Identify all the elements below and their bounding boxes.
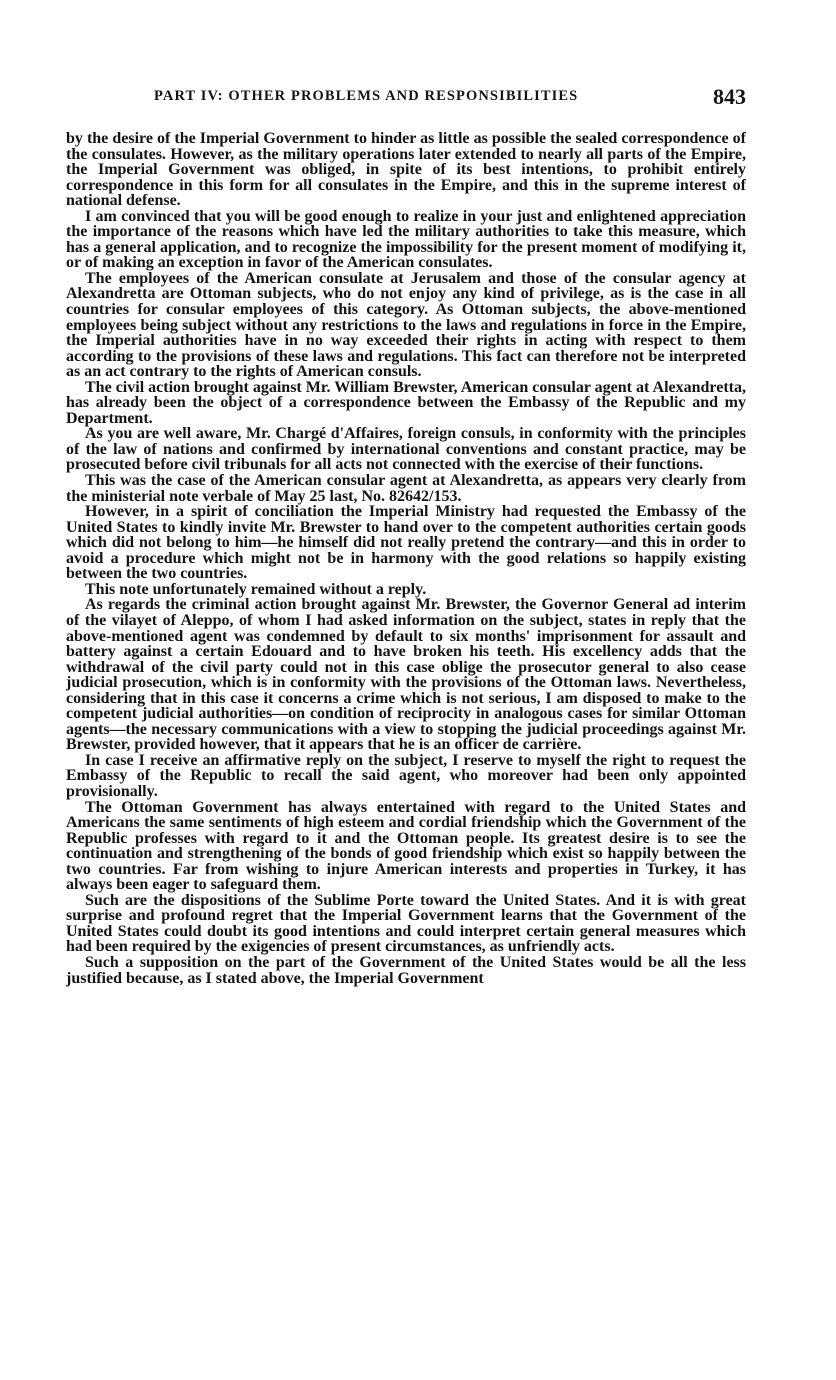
paragraph: This note unfortunately remained without a reply. bbox=[85, 580, 427, 598]
paragraph: The civil action brought against Mr. William Brewster, American consular agent at Alexandretta, has already been the object of a correspondence between the Embassy of the Republic and my Department. bbox=[66, 378, 746, 427]
paragraph: Such a supposition on the part of the Government of the United States would be all the less justified because, as I stated above, the Imperial Government bbox=[66, 953, 746, 987]
paragraph: This was the case of the American consular agent at Alexandretta, as appears very clearly from the ministerial note verbale of May 25 last, No. 82642/153. bbox=[66, 472, 746, 505]
page-number: 843 bbox=[713, 84, 746, 109]
page-header bbox=[66, 84, 746, 120]
paragraph: by the desire of the Imperial Government to hinder as little as possible the sealed correspondence of the consulates. However, as the military operations later extended to nearly all parts of the Empire, the Imperial Government was obliged, in spite of its best intentions, to prohibit entirely correspondence in this form for all consulates in the Empire, and this in the supreme interest of national defense. bbox=[66, 130, 746, 210]
paragraph: As you are well aware, Mr. Chargé d'Affaires, foreign consuls, in conformity with the principles of the law of nations and confirmed by international conventions and constant practice, may be prosecuted before civil tribunals for all acts not connected with the exercise of their functions. bbox=[66, 425, 746, 474]
paragraph: As regards the criminal action brought against Mr. Brewster, the Governor General ad interim of the vilayet of Aleppo, of whom I had asked information on the subject, states in reply that the above-mentioned agent was condemned by default to six months' imprisonment for assault and battery against a certain Edouard and to have broken his teeth. His excellency adds that the withdrawal of the civil party could not in this case oblige the prosecutor general to also cease judicial prosecution, which is in conformity with the provisions of the Ottoman laws. Nevertheless, considering that in this case it concerns a crime which is not serious, I am disposed to make to the competent judicial authorities—on condition of reciprocity in analogous cases for similar Ottoman agents—the necessary communications with a view to stopping the judicial proceedings against Mr. Brewster, provided however, that it appears that he is an officer de carrière. bbox=[66, 596, 746, 754]
paragraph: In case I receive an affirmative reply on the subject, I reserve to myself the right to request the Embassy of the Republic to recall the said agent, who moreover had been only appointed provisionally. bbox=[66, 751, 746, 800]
document-page bbox=[66, 84, 746, 986]
paragraph: I am convinced that you will be good enough to realize in your just and enlightened appreciation the importance of the reasons which have led the military authorities to take this measure, which has a general application, and to recognize the impossibility for the present moment of modifying it, or of making an exception in favor of the American consulates. bbox=[66, 207, 746, 272]
paragraph: However, in a spirit of conciliation the Imperial Ministry had requested the Embassy of the United States to kindly invite Mr. Brewster to hand over to the competent authorities certain goods which did not belong to him—he himself did not really pretend the contrary—and this in order to avoid a procedure which might not be in harmony with the good relations so happily existing between the two countries. bbox=[66, 503, 746, 583]
running-head: PART IV: OTHER PROBLEMS AND RESPONSIBILITIES bbox=[154, 88, 579, 104]
paragraph: The employees of the American consulate at Jerusalem and those of the consular agency at Alexandretta are Ottoman subjects, who do not enjoy any kind of privilege, as is the case in all countries for consular employees of this category. As Ottoman subjects, the above-mentioned employees being subject without any restrictions to the laws and regulations in force in the Empire, the Imperial authorities have in no way exceeded their rights in acting with respect to them according to the provisions of these laws and regulations. This fact can therefore not be interpreted as an act contrary to the rights of American consuls. bbox=[66, 269, 746, 381]
paragraph: Such are the dispositions of the Sublime Porte toward the United States. And it is with great surprise and profound regret that the Imperial Government learns that the Government of the United States could doubt its good intentions and could interpret certain general measures which had been required by the exigencies of present circumstances, as unfriendly acts. bbox=[66, 891, 746, 956]
document-body bbox=[66, 131, 746, 986]
paragraph: The Ottoman Government has always entertained with regard to the United States and Americans the same sentiments of high esteem and cordial friendship which the Government of the Republic professes with regard to it and the Ottoman people. Its greatest desire is to see the continuation and strengthening of the bonds of good friendship which exist so happily between the two countries. Far from wishing to injure American interests and properties in Turkey, it has always been eager to safeguard them. bbox=[66, 798, 746, 894]
